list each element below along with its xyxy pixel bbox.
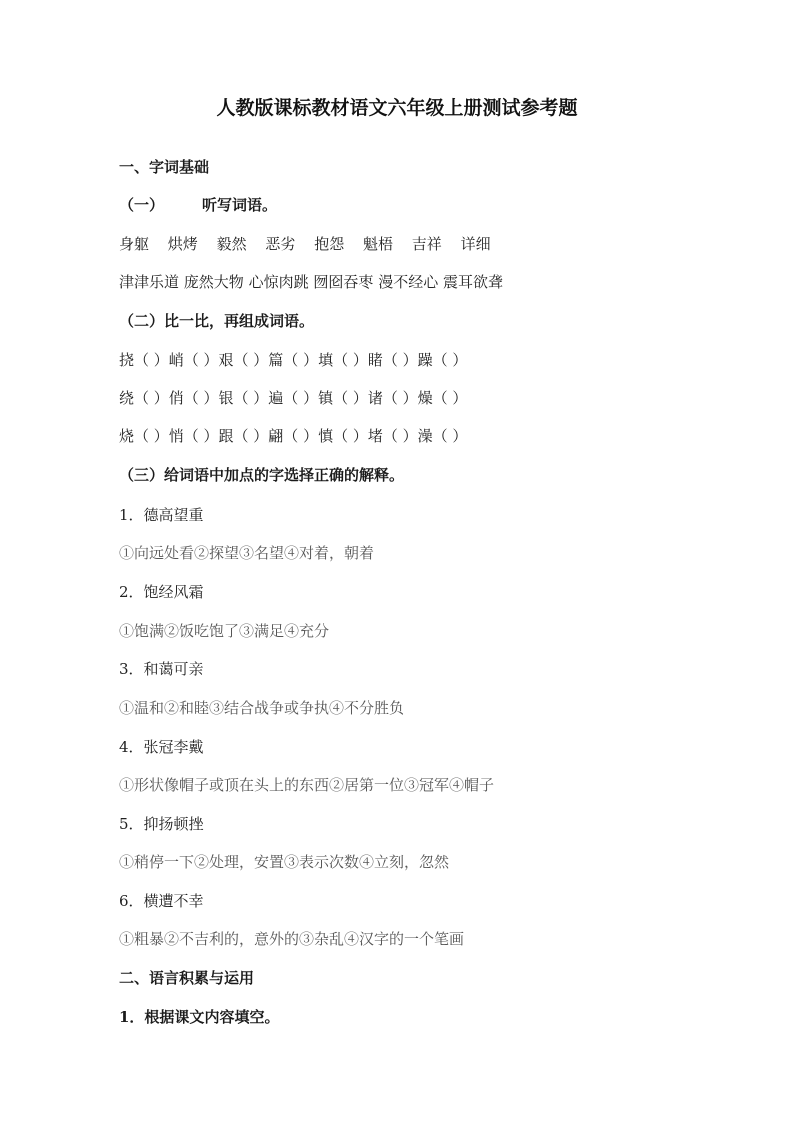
answer-options: ①温和②和睦③结合战争或争执④不分胜负 — [119, 699, 405, 717]
question-item: 2．饱经风霜 — [119, 583, 204, 601]
answer-options: ①粗暴②不吉利的，意外的③杂乱④汉字的一个笔画 — [119, 930, 465, 948]
dictation-row-2 — [119, 271, 503, 292]
compare-row-2: 绕（ ）俏（ ）银（ ）遍（ ）镇（ ）诸（ ）燥（ ） — [119, 389, 468, 407]
part1-heading — [119, 194, 277, 215]
answer-options: ①稍停一下②处理，安置③表示次数④立刻，忽然 — [119, 853, 450, 871]
word: 抱怨 — [314, 235, 345, 253]
part1-label: （一） — [119, 196, 165, 214]
part2-heading: （二）比一比，再组成词语。 — [119, 312, 315, 330]
question-item: 4．张冠李戴 — [119, 738, 204, 756]
answer-options: ①形状像帽子或顶在头上的东西②居第一位③冠军④帽子 — [119, 776, 495, 794]
question-item: 6．横遭不幸 — [119, 892, 204, 910]
word: 恶劣 — [265, 235, 296, 253]
word: 魁梧 — [362, 235, 393, 253]
word: 烘烤 — [167, 235, 198, 253]
idiom: 漫不经心 — [378, 273, 439, 291]
word: 身躯 — [119, 235, 150, 253]
page-title: 人教版课标教材语文六年级上册测试参考题 — [216, 97, 578, 119]
answer-options: ①饱满②饭吃饱了③满足④充分 — [119, 622, 330, 640]
word: 详细 — [460, 235, 491, 253]
question-item: 1．德高望重 — [119, 506, 204, 524]
section2-heading: 二、语言积累与运用 — [119, 969, 255, 987]
compare-row-1: 挠（ ）峭（ ）艰（ ）篇（ ）填（ ）睹（ ）躁（ ） — [119, 351, 468, 369]
word: 吉祥 — [411, 235, 442, 253]
answer-options: ①向远处看②探望③名望④对着，朝着 — [119, 544, 375, 562]
part3-heading: （三）给词语中加点的字选择正确的解释。 — [119, 466, 405, 484]
idiom: 囫囵吞枣 — [313, 273, 374, 291]
section2-question-1: 1．根据课文内容填空。 — [119, 1008, 280, 1026]
part1-instruction: 听写词语。 — [202, 196, 278, 214]
idiom: 庞然大物 — [183, 273, 244, 291]
word: 毅然 — [216, 235, 247, 253]
compare-row-3: 烧（ ）悄（ ）跟（ ）翩（ ）慎（ ）堵（ ）澡（ ） — [119, 427, 468, 445]
question-item: 5．抑扬顿挫 — [119, 815, 204, 833]
section1-heading: 一、字词基础 — [119, 158, 210, 176]
idiom: 津津乐道 — [119, 273, 180, 291]
question-item: 3．和蔼可亲 — [119, 660, 204, 678]
idiom: 震耳欲聋 — [442, 273, 503, 291]
dictation-row-1 — [119, 233, 505, 254]
idiom: 心惊肉跳 — [248, 273, 309, 291]
